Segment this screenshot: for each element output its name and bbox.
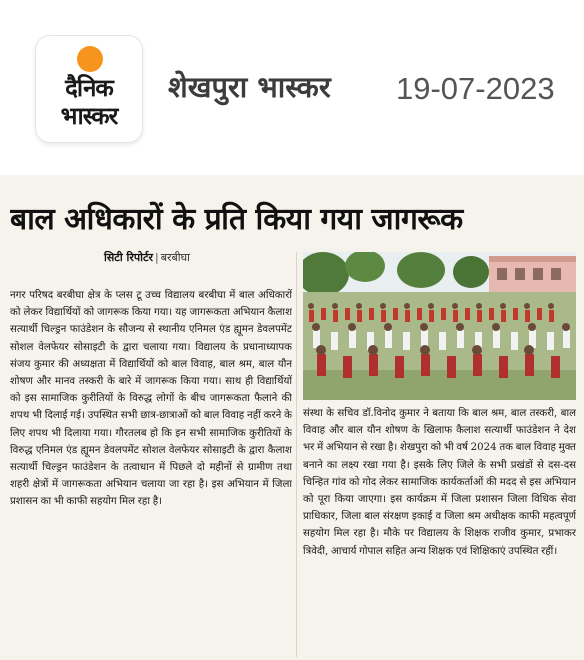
article-byline: [104, 249, 190, 267]
byline-location: बरबीघा: [160, 251, 190, 264]
article-headline: बाल अधिकारों के प्रति किया गया जागरूक: [10, 202, 463, 237]
dainik-bhaskar-logo[interactable]: [36, 36, 142, 142]
edition-title: शेखपुरा भास्कर: [168, 70, 331, 104]
logo-sun-icon: [77, 46, 103, 72]
article-photo: [303, 252, 576, 400]
article-body-right: संस्था के सचिव डॉ.विनोद कुमार ने बताया कि बाल श्रम, बाल तस्करी, बाल विवाह और बाल यौन शोषण के खिलाफ कैलाश सत्यार्थी फाउंडेशन ने देश भर में अभियान से रखा है। शेखपुरा को भी वर्ष 2024 तक बाल विवाह मुक्त बनाने का लक्ष्य रखा गया है। इसके लिए जिले के सभी प्रखंडों से दस-दस चिन्हित गांव को गोद लेकर सामाजिक कार्यकर्ताओं की मदद से इस अभियान को पूरा किया जाएगा। इस कार्यक्रम में जिला प्रशासन जिला विधिक सेवा प्राधिकार, जिला बाल संरक्षण इकाई व जिला श्रम अधीक्षक काफी महत्वपूर्ण सहयोग मिल रहा है। मौके पर विद्यालय के शिक्षक राजीव कुमार, प्रभाकर त्रिवेदी, आचार्य गोपाल सहित अन्य शिक्षक एवं शिक्षिकाएं उपस्थित रहीं।: [303, 408, 576, 557]
byline-reporter: सिटी रिपोर्टर: [104, 251, 153, 264]
article-body-left: नगर परिषद बरबीघा क्षेत्र के प्लस टू उच्च विद्यालय बरबीघा में बाल अधिकारों को लेकर विद्यार्थियों को जागरूक किया गया। यह जागरूकता अभियान कैलाश सत्यार्थी चिल्ड्रन फाउंडेशन के सौजन्य से स्थानीय एनिमल एंड ह्यूमन डेवलपमेंट सोशल वेलफेयर सोसाइटी के द्वारा चलाया गया। विद्यालय के प्रधानाध्यापक संजय कुमार की अध्यक्षता में विद्यार्थियों को बाल विवाह, बाल श्रम, बाल यौन शोषण और मानव तस्करी के बारे में जागरूक किया गया। साथ ही विद्यार्थियों को इस सामाजिक कुरीतियों के विरुद्ध लोगों के बीच जागरूकता फैलाने की शपथ भी दिलाई गई। उपस्थित सभी छात्र-छात्राओं को बाल विवाह नहीं करने के लिए शपथ भी दिलाया गया। गौरतलब हो कि इन सभी सामाजिक कुरीतियों के विरुद्ध एनिमल एंड ह्यूमन डेवलपमेंट सोशल वेलफेयर सोसाइटी के द्वारा कैलाश सत्यार्थी चिल्ड्रन फाउंडेशन के तत्वाधान में पिछले दो महीनों से ग्रामीण तथा शहरी क्षेत्रों में जागरूकता अभियान चलाया जा रहा है। इस अभियान में जिला प्रशासन का भी काफी सहयोग मिल रहा है।: [10, 290, 292, 508]
edition-date: 19-07-2023: [396, 71, 555, 106]
logo-text-line2: भास्कर: [60, 102, 118, 130]
app-header: [0, 0, 584, 175]
logo-text-line1: दैनिक: [65, 74, 113, 102]
column-divider: [296, 252, 297, 657]
byline-separator: |: [155, 251, 159, 264]
